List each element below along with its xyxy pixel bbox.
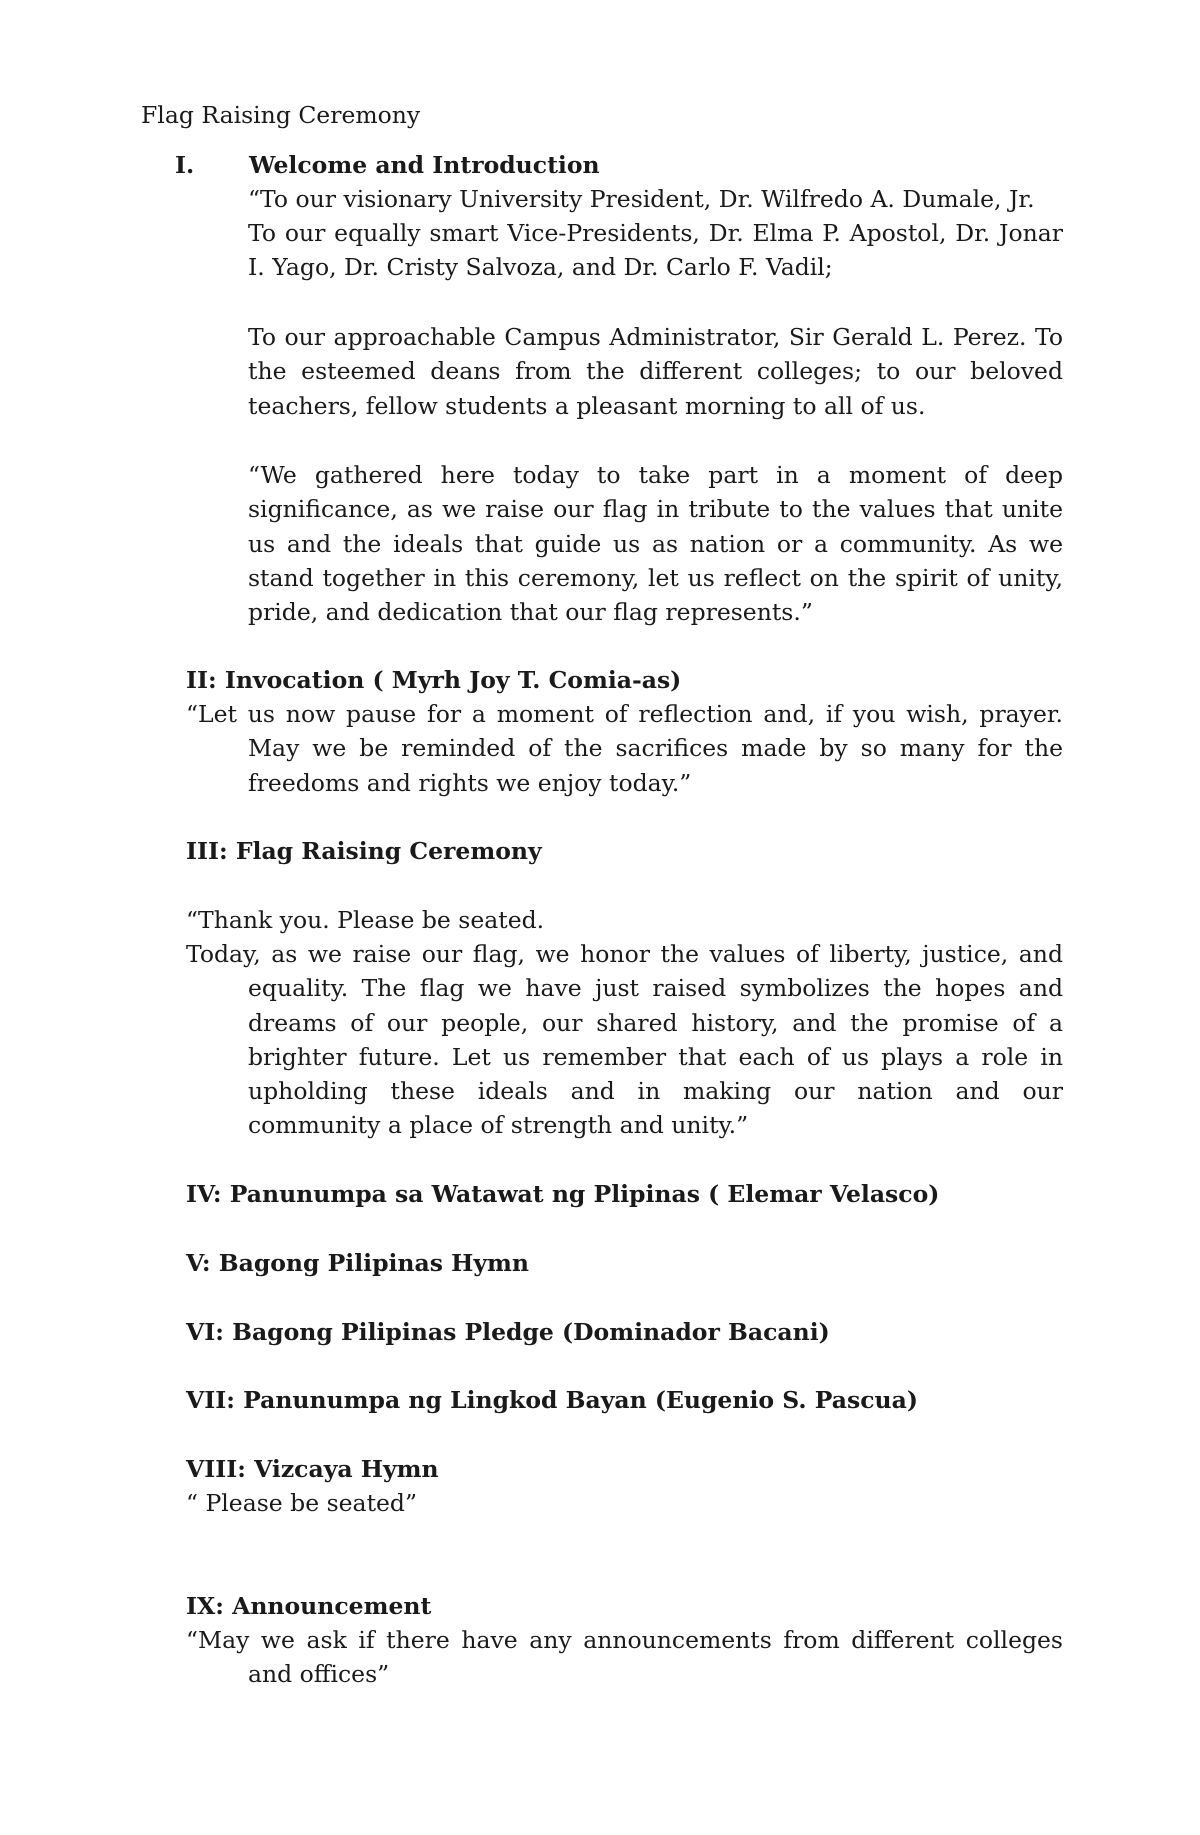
section-heading-vizcaya-hymn: VIII: Vizcaya Hymn [186, 1455, 439, 1483]
section-heading-welcome [175, 148, 600, 182]
document-title: Flag Raising Ceremony [141, 101, 421, 129]
section-number: I. [175, 151, 195, 179]
section-heading-invocation: II: Invocation ( Myrh Joy T. Comia-as) [186, 666, 682, 694]
welcome-paragraph-significance: “We gathered here today to take part in a moment of deep significance, as we raise our flag in tribute to the values that unite us and the ideals that guide us as nation or a community. As we stand together in this ceremony, let us reflect on the spirit of unity, pride, and dedication that our flag represents.” [248, 461, 1063, 627]
section-heading-bagong-pilipinas-pledge: VI: Bagong Pilipinas Pledge (Dominador Bacani) [186, 1318, 830, 1346]
welcome-paragraph-administrator: To our approachable Campus Administrator, Sir Gerald L. Perez. To the esteemed deans from the different colleges; to our beloved teachers, fellow students a pleasant morning to all of us. [248, 323, 1063, 420]
announcement-text: “May we ask if there have any announcements from different colleges and offices” [186, 1626, 1063, 1689]
section-heading-text: Welcome and Introduction [249, 151, 600, 179]
vizcaya-hymn-text: “ Please be seated” [186, 1489, 417, 1517]
section-heading-flag-raising: III: Flag Raising Ceremony [186, 837, 542, 865]
invocation-text: “Let us now pause for a moment of reflection and, if you wish, prayer. May we be reminded of the sacrifices made by so many for the freedoms and rights we enjoy today.” [186, 700, 1063, 797]
flag-raising-line-thanks: “Thank you. Please be seated. [186, 906, 545, 934]
section-heading-panunumpa-watawat: IV: Panunumpa sa Watawat ng Plipinas ( Elemar Velasco) [186, 1180, 940, 1208]
welcome-line-president: “To our visionary University President, Dr. Wilfredo A. Dumale, Jr. [248, 185, 1035, 213]
welcome-paragraph-vice-presidents: To our equally smart Vice-Presidents, Dr. Elma P. Apostol, Dr. Jonar I. Yago, Dr. Cristy Salvoza, and Dr. Carlo F. Vadil; [248, 219, 1063, 282]
section-heading-bagong-pilipinas-hymn: V: Bagong Pilipinas Hymn [186, 1249, 529, 1277]
section-heading-lingkod-bayan: VII: Panunumpa ng Lingkod Bayan (Eugenio S. Pascua) [186, 1386, 918, 1414]
section-heading-announcement: IX: Announcement [186, 1592, 432, 1620]
flag-raising-text: Today, as we raise our flag, we honor the values of liberty, justice, and equality. The flag we have just raised symbolizes the hopes and dreams of our people, our shared history, and the promise of a brighter future. Let us remember that each of us plays a role in upholding these ideals and in making our nation and our community a place of strength and unity.” [186, 940, 1063, 1140]
